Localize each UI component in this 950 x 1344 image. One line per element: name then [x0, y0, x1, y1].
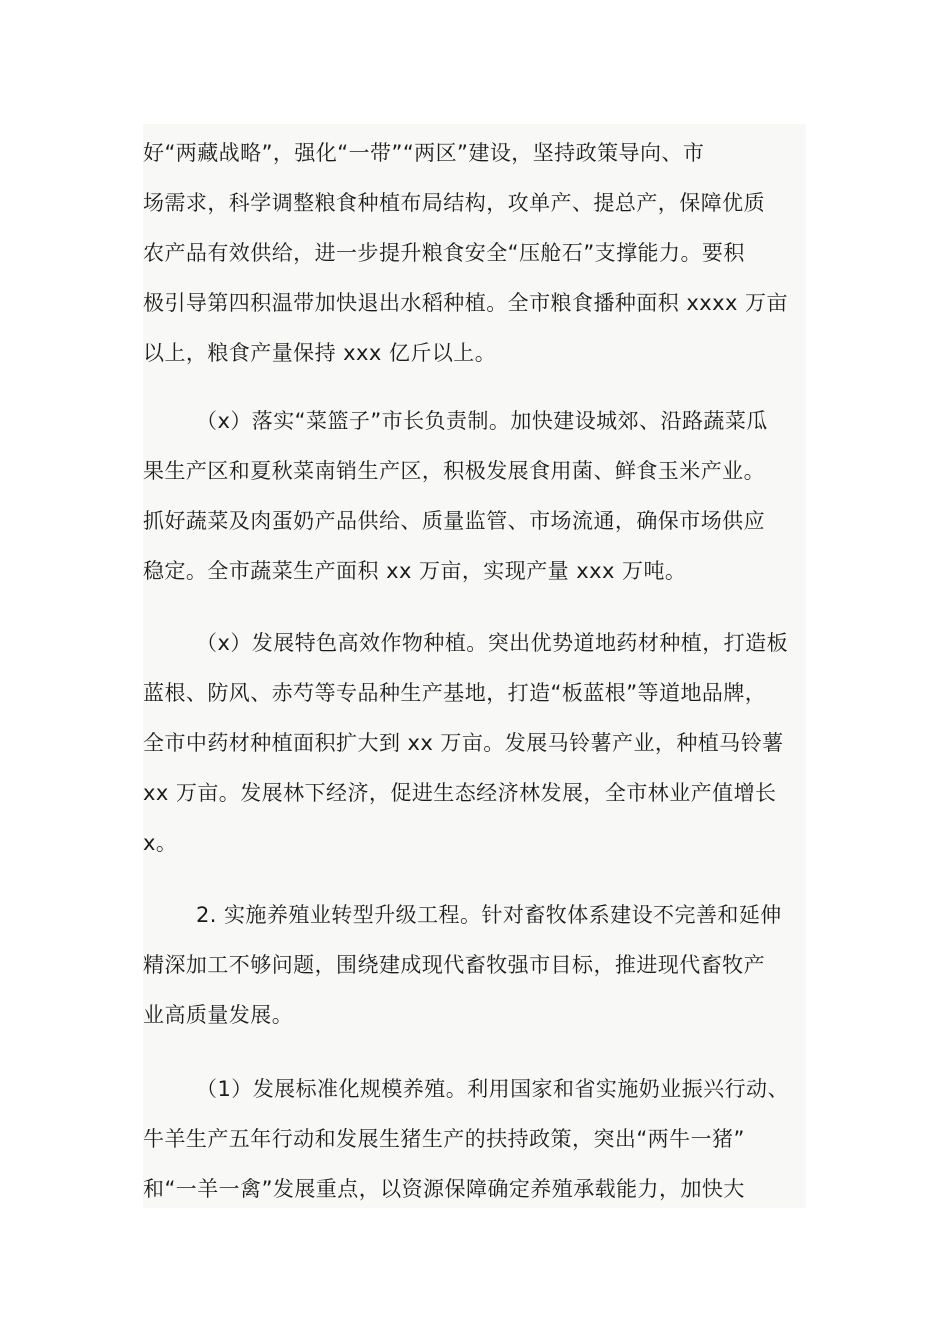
text-line: 蓝根、防风、赤芍等专品种生产基地，打造“板蓝根”等道地品牌， [143, 681, 767, 705]
document-page [143, 124, 806, 1208]
paragraph-specialty-crops [143, 618, 806, 868]
text-line: （x）发展特色高效作物种植。突出优势道地药材种植，打造板 [196, 631, 789, 655]
text-line: 果生产区和夏秋菜南销生产区，积极发展食用菌、鲜食玉米产业。 [143, 459, 766, 483]
text-line: 农产品有效供给，进一步提升粮食安全“压舱石”支撑能力。要积 [143, 241, 745, 265]
text-line: x。 [143, 831, 178, 855]
text-line: 2. 实施养殖业转型升级工程。针对畜牧体系建设不完善和延伸 [196, 903, 782, 927]
text-line: 牛羊生产五年行动和发展生猪生产的扶持政策，突出“两牛一猪” [143, 1127, 745, 1151]
text-line: （x）落实“菜篮子”市长负责制。加快建设城郊、沿路蔬菜瓜 [196, 409, 768, 433]
text-line: 稳定。全市蔬菜生产面积 xx 万亩，实现产量 xxx 万吨。 [143, 559, 687, 583]
paragraph-standardized-breeding [143, 1064, 806, 1214]
text-line: 抓好蔬菜及肉蛋奶产品供给、质量监管、市场流通，确保市场供应 [143, 509, 766, 533]
paragraph-grain [143, 128, 806, 378]
text-line: 以上，粮食产量保持 xxx 亿斤以上。 [143, 341, 497, 365]
paragraph-vegetable-basket [143, 396, 806, 596]
text-line: 业高质量发展。 [143, 1003, 294, 1027]
text-line: 全市中药材种植面积扩大到 xx 万亩。发展马铃薯产业，种植马铃薯 [143, 731, 784, 755]
text-line: 精深加工不够问题，围绕建成现代畜牧强市目标，推进现代畜牧产 [143, 953, 766, 977]
text-line: 好“两藏战略”，强化“一带”“两区”建设，坚持政策导向、市 [143, 141, 705, 165]
text-line: xx 万亩。发展林下经济，促进生态经济林发展，全市林业产值增长 [143, 781, 777, 805]
text-line: 和“一羊一禽”发展重点，以资源保障确定养殖承载能力，加快大 [143, 1177, 745, 1201]
text-line: 极引导第四积温带加快退出水稻种植。全市粮食播种面积 xxxx 万亩 [143, 291, 788, 315]
paragraph-breeding-upgrade [143, 890, 806, 1040]
text-line: （1）发展标准化规模养殖。利用国家和省实施奶业振兴行动、 [196, 1077, 789, 1101]
text-line: 场需求，科学调整粮食种植布局结构，攻单产、提总产，保障优质 [143, 191, 766, 215]
